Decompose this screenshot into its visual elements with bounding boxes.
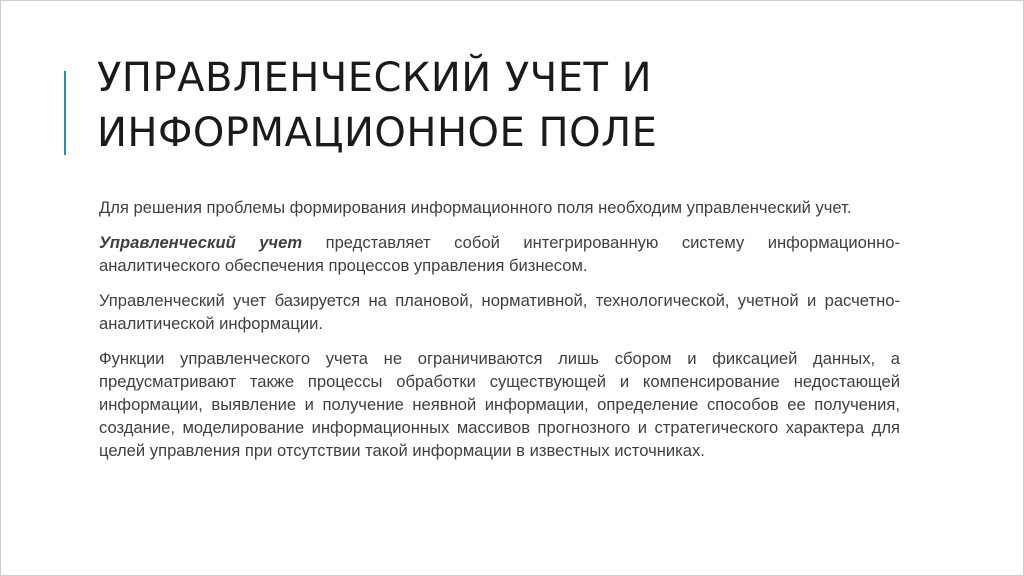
paragraph-2-term: Управленческий учет [99, 233, 303, 252]
paragraph-2 [99, 231, 900, 277]
paragraph-2-text: представляет собой интегрированную систему информационно-аналитического обеспечения процессов управления бизнесом. [99, 233, 900, 275]
slide-title-line-2: ИНФОРМАЦИОННОЕ ПОЛЕ [97, 110, 658, 156]
slide-title-line-1: УПРАВЛЕНЧЕСКИЙ УЧЕТ И [97, 55, 653, 101]
slide-body [99, 196, 900, 474]
title-accent-bar [64, 71, 66, 155]
slide-title [97, 51, 957, 161]
paragraph-3: Управленческий учет базируется на плановой, нормативной, технологической, учетной и расчетно-аналитической информации. [99, 291, 900, 333]
paragraph-1: Для решения проблемы формирования информационного поля необходим управленческий учет. [99, 198, 852, 217]
paragraph-4: Функции управленческого учета не ограничиваются лишь сбором и фиксацией данных, а предусматривают также процессы обработки существующей и компенсирование недостающей информации, выявление и получение неявной информации, определение способов ее получения, создание, моделирование информационных массивов прогнозного и стратегического характера для целей управления при отсутствии такой информации в известных источниках. [99, 349, 900, 460]
